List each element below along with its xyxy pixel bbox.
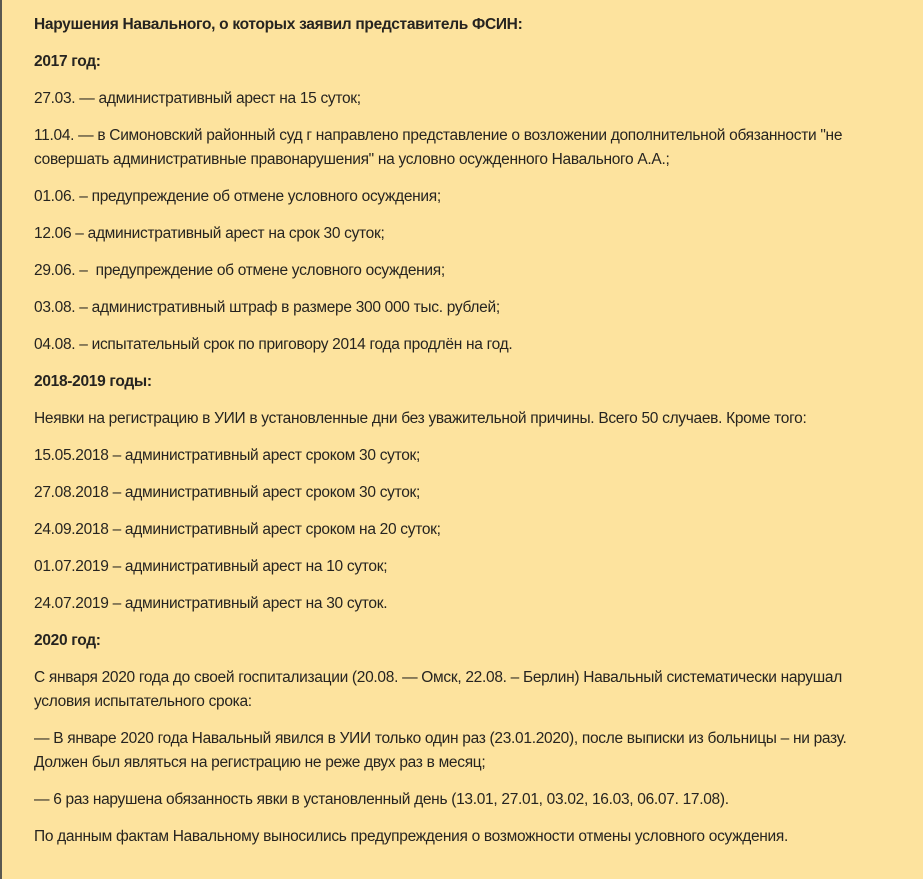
violation-entry: 01.06. – предупреждение об отмене условного осуждения;: [34, 188, 441, 205]
document-title: Нарушения Навального, о которых заявил представитель ФСИН:: [34, 16, 523, 33]
violation-entry: 29.06. – предупреждение об отмене условного осуждения;: [34, 262, 445, 279]
violation-entry: 24.09.2018 – административный арест сроком на 20 суток;: [34, 521, 441, 538]
document-page: [2, 0, 923, 849]
section-heading-2018-2019: 2018-2019 годы:: [34, 373, 152, 390]
violation-entry: Неявки на регистрацию в УИИ в установленные дни без уважительной причины. Всего 50 случаев. Кроме того:: [34, 410, 807, 427]
violation-entry: — 6 раз нарушена обязанность явки в установленный день (13.01, 27.01, 03.02, 16.03, 06.07. 17.08).: [34, 791, 729, 808]
violation-entry: 15.05.2018 – административный арест сроком 30 суток;: [34, 447, 421, 464]
closing-statement: По данным фактам Навальному выносились предупреждения о возможности отмены условного осуждения.: [34, 828, 789, 845]
violation-entry: 12.06 – административный арест на срок 30 суток;: [34, 225, 385, 242]
violation-entry: 27.08.2018 – административный арест сроком 30 суток;: [34, 484, 421, 501]
violation-entry: 27.03. — административный арест на 15 суток;: [34, 90, 361, 107]
violation-entry: 04.08. – испытательный срок по приговору 2014 года продлён на год.: [34, 336, 513, 353]
violation-entry: — В январе 2020 года Навальный явился в УИИ только один раз (23.01.2020), после выписки из больницы – ни разу. Должен был являться на регистрацию не реже двух раз в месяц;: [34, 730, 851, 771]
violation-entry: 03.08. – административный штраф в размере 300 000 тыс. рублей;: [34, 299, 500, 316]
violation-entry: С января 2020 года до своей госпитализации (20.08. — Омск, 22.08. – Берлин) Навальный систематически нарушал условия испытательного срока:: [34, 669, 846, 710]
section-heading-2017: 2017 год:: [34, 53, 101, 70]
section-heading-2020: 2020 год:: [34, 632, 101, 649]
violation-entry: 11.04. — в Симоновский районный суд г направлено представление о возложении дополнительной обязанности "не совершать административные правонарушения" на условно осужденного Навального А.А.;: [34, 127, 847, 168]
violation-entry: 01.07.2019 – административный арест на 10 суток;: [34, 558, 388, 575]
violation-entry: 24.07.2019 – административный арест на 30 суток.: [34, 595, 388, 612]
